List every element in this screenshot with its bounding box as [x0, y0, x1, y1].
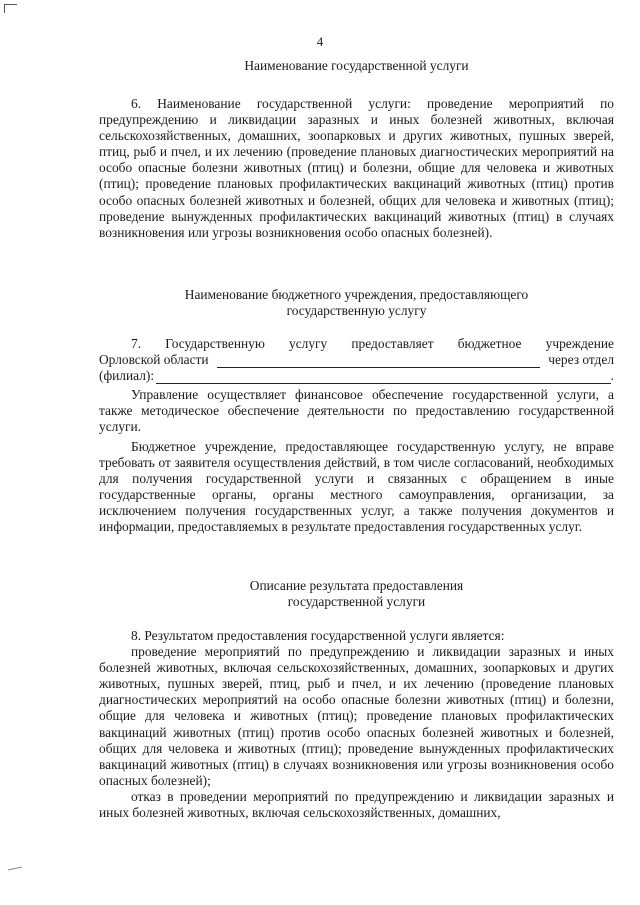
section-heading-service-name: Наименование государственной услуги: [244, 58, 469, 73]
paragraph-7-part4: (филиал):: [99, 368, 155, 384]
section-heading-institution-line1: Наименование бюджетного учреждения, предоставляющего: [184, 287, 529, 302]
paragraph-7-line1: [99, 336, 614, 352]
paragraph-7: [99, 336, 614, 384]
paragraph-7-management: [99, 387, 614, 435]
section-heading-result: [99, 578, 614, 610]
institution-name-blank: [217, 355, 541, 368]
paragraph-7-line2: [99, 352, 614, 368]
section-heading-result-line1: Описание результата предоставления: [249, 578, 464, 593]
paragraph-7-restrictions-text: Бюджетное учреждение, предоставляющее государственную услугу, не вправе требовать от заявителя осуществления действий, в том числе согласований, необходимых для получения государственной услуги и связанных с обращением в иные государственные органы, органы местного самоуправления, организации, за исключением получения государственных услуг, а также получения документов и информации, предоставляемых в результате предоставления государственных услуг.: [99, 439, 614, 535]
page-number: 4: [316, 34, 324, 49]
paragraph-6-text: 6. Наименование государственной услуги: проведение мероприятий по предупреждению и ликвидации заразных и иных болезней животных, включая сельскохозяйственных, домашних, зоопарковых и других животных, пушных зверей, птиц, рыб и пчел, и их лечению (проведение плановых диагностических мероприятий на особо опасные болезни животных (птиц) и болезни, общие для человека и животных (птиц); проведение плановых профилактических вакцинаций животных (птиц) против особо опасных болезней животных и болезней, общих для человека и животных (птиц); проведение вынужденных профилактических вакцинаций животных (птиц) в случаях возникновения или угрозы возникновения особо опасных болезней).: [99, 96, 614, 240]
paragraph-8: [99, 628, 614, 821]
section-heading-institution: [99, 287, 614, 319]
paragraph-8-item1: проведение мероприятий по предупреждению и ликвидации заразных и иных болезней животных, включая сельскохозяйственных, домашних, зоопарковых и других животных, пушных зверей, птиц, рыб и пчел, и их лечению (проведение плановых диагностических мероприятий на особо опасные болезни животных (птиц) и болезни, общие для человека и животных (птиц); проведение плановых профилактических вакцинаций животных (птиц) против особо опасных болезней животных и болезней, общих для человека и животных (птиц); проведение вынужденных профилактических вакцинаций животных (птиц) в случаях возникновения или угрозы возникновения особо опасных болезней);: [99, 644, 614, 788]
section-heading-result-line2: государственной услуги: [287, 594, 426, 610]
paragraph-7-part1: 7. Государственную услугу предоставляет бюджетное учреждение: [131, 336, 614, 351]
section-heading-institution-line2: государственную услугу: [286, 303, 427, 319]
paragraph-8-item2: отказ в проведении мероприятий по предупреждению и ликвидации заразных и иных болезней животных, включая сельскохозяйственных, домашних,: [99, 788, 614, 821]
paragraph-7-line3: [99, 368, 614, 384]
paragraph-7-part2: Орловской области: [99, 352, 209, 368]
scan-margin-mark: [8, 867, 22, 871]
scan-corner-mark: [4, 4, 17, 13]
paragraph-7-part3: через отдел: [548, 352, 614, 368]
paragraph-7-restrictions: [99, 439, 614, 536]
department-name-blank: [156, 371, 611, 384]
paragraph-6: [99, 96, 614, 241]
paragraph-7-end: .: [610, 368, 614, 384]
paragraph-8-intro: 8. Результатом предоставления государственной услуги является:: [131, 628, 505, 643]
paragraph-7-management-text: Управление осуществляет финансовое обеспечение государственной услуги, а также методическое обеспечение деятельности по предоставлению государственной услуги.: [99, 387, 614, 435]
